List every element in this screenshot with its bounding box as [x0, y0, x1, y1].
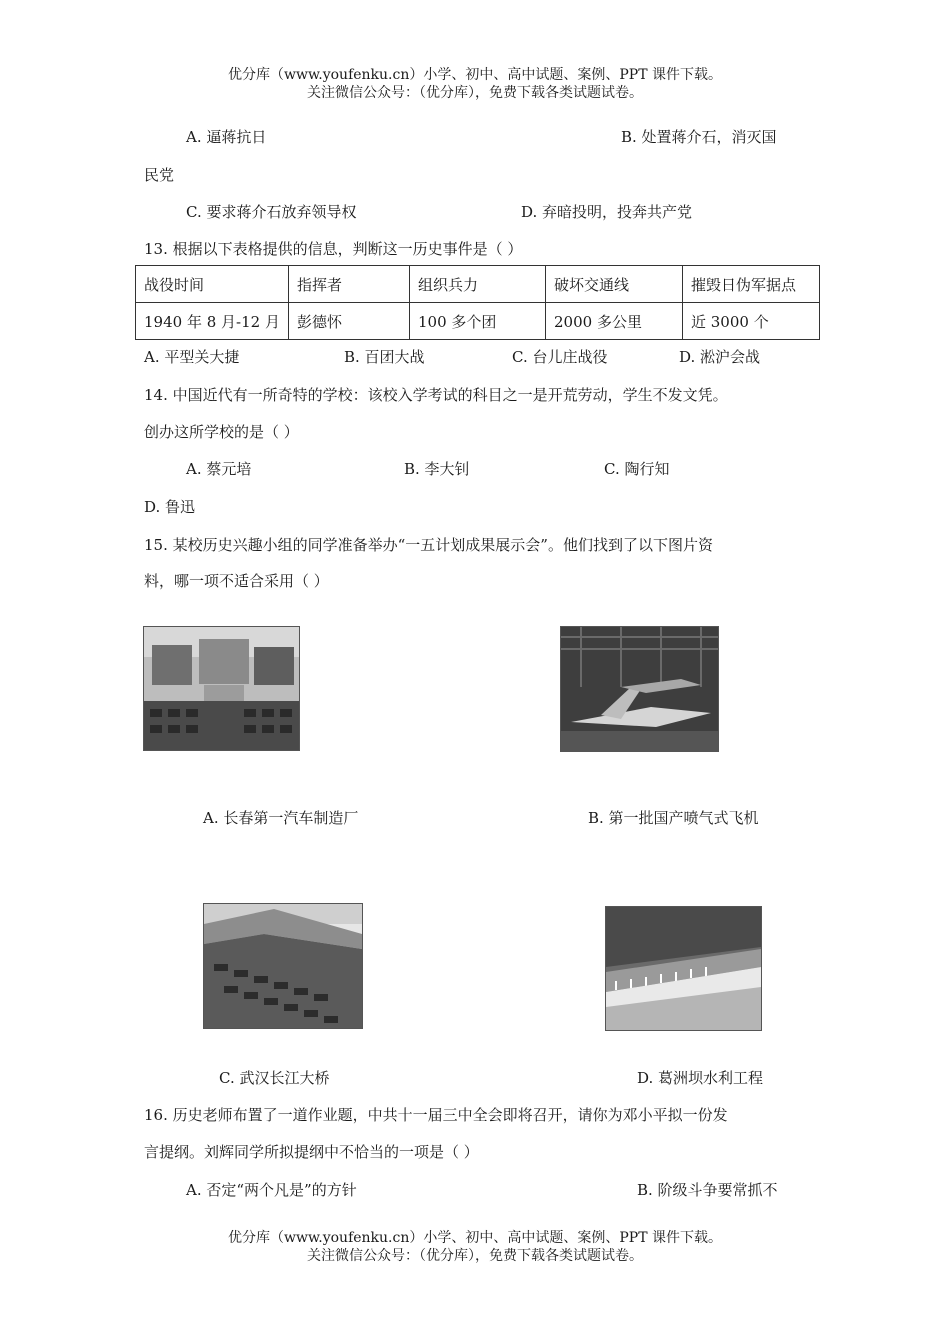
q14-option-c: C. 陶行知	[604, 460, 670, 478]
q14-option-d: D. 鲁迅	[144, 498, 196, 516]
footer-line-2: 关注微信公众号：（优分库），免费下载各类试题试卷。	[307, 1248, 643, 1264]
q13-option-c: C. 台儿庄战役	[512, 348, 608, 366]
q15-option-b: B. 第一批国产喷气式飞机	[588, 809, 759, 827]
q12-option-b-continued: 民党	[144, 166, 175, 184]
table-header-cell: 指挥者	[289, 266, 410, 303]
q12-option-c: C. 要求蒋介石放弃领导权	[186, 203, 357, 221]
table-cell: 2000 多公里	[546, 303, 683, 340]
q13-option-a: A. 平型关大捷	[144, 348, 240, 366]
q16-stem-line-1: 16. 历史老师布置了一道作业题，中共十一届三中全会即将召开，请你为邓小平拟一份发	[144, 1106, 728, 1124]
q14-stem-line-1: 14. 中国近代有一所奇特的学校：该校入学考试的科目之一是开荒劳动，学生不发文凭。	[144, 386, 728, 404]
photo-changchun-auto-factory	[143, 626, 300, 751]
q13-table	[135, 265, 820, 340]
table-header-cell: 组织兵力	[410, 266, 546, 303]
q15-option-d: D. 葛洲坝水利工程	[637, 1069, 764, 1087]
table-cell: 100 多个团	[410, 303, 546, 340]
q15-option-c: C. 武汉长江大桥	[219, 1069, 330, 1087]
table-header-row	[136, 266, 820, 303]
table-cell: 1940 年 8 月-12 月	[136, 303, 289, 340]
table-header-cell: 摧毁日伪军据点	[683, 266, 820, 303]
q14-stem-line-2: 创办这所学校的是（ ）	[144, 423, 299, 441]
q15-stem-line-2: 料，哪一项不适合采用（ ）	[144, 572, 329, 590]
footer-line-1: 优分库（www.youfenku.cn）小学、初中、高中试题、案例、PPT 课件下载。	[227, 1230, 722, 1246]
q12-option-a: A. 逼蒋抗日	[186, 128, 267, 146]
q16-option-a: A. 否定“两个凡是”的方针	[186, 1181, 357, 1199]
q13-option-d: D. 淞沪会战	[679, 348, 761, 366]
q15-option-a: A. 长春第一汽车制造厂	[203, 809, 359, 827]
table-cell: 彭德怀	[289, 303, 410, 340]
photo-gezhouba-dam	[605, 906, 762, 1031]
q12-option-b: B. 处置蒋介石，消灭国	[621, 128, 777, 146]
header-line-1: 优分库（www.youfenku.cn）小学、初中、高中试题、案例、PPT 课件下载。	[227, 67, 722, 83]
q15-stem-line-1: 15. 某校历史兴趣小组的同学准备举办“一五计划成果展示会”。他们找到了以下图片资	[144, 536, 713, 554]
q14-option-a: A. 蔡元培	[186, 460, 252, 478]
q16-stem-line-2: 言提纲。刘辉同学所拟提纲中不恰当的一项是（ ）	[144, 1143, 479, 1161]
table-header-cell: 战役时间	[136, 266, 289, 303]
table-row	[136, 303, 820, 340]
photo-wuhan-yangtze-bridge	[203, 903, 363, 1029]
q14-option-b: B. 李大钊	[404, 460, 470, 478]
photo-jet-aircraft	[560, 626, 719, 752]
q13-option-b: B. 百团大战	[344, 348, 425, 366]
q16-option-b: B. 阶级斗争要常抓不	[637, 1181, 778, 1199]
q13-stem: 13. 根据以下表格提供的信息，判断这一历史事件是（ ）	[144, 240, 523, 258]
table-header-cell: 破坏交通线	[546, 266, 683, 303]
q12-option-d: D. 弃暗投明，投奔共产党	[521, 203, 693, 221]
header-line-2: 关注微信公众号：（优分库），免费下载各类试题试卷。	[307, 85, 643, 101]
table-cell: 近 3000 个	[683, 303, 820, 340]
